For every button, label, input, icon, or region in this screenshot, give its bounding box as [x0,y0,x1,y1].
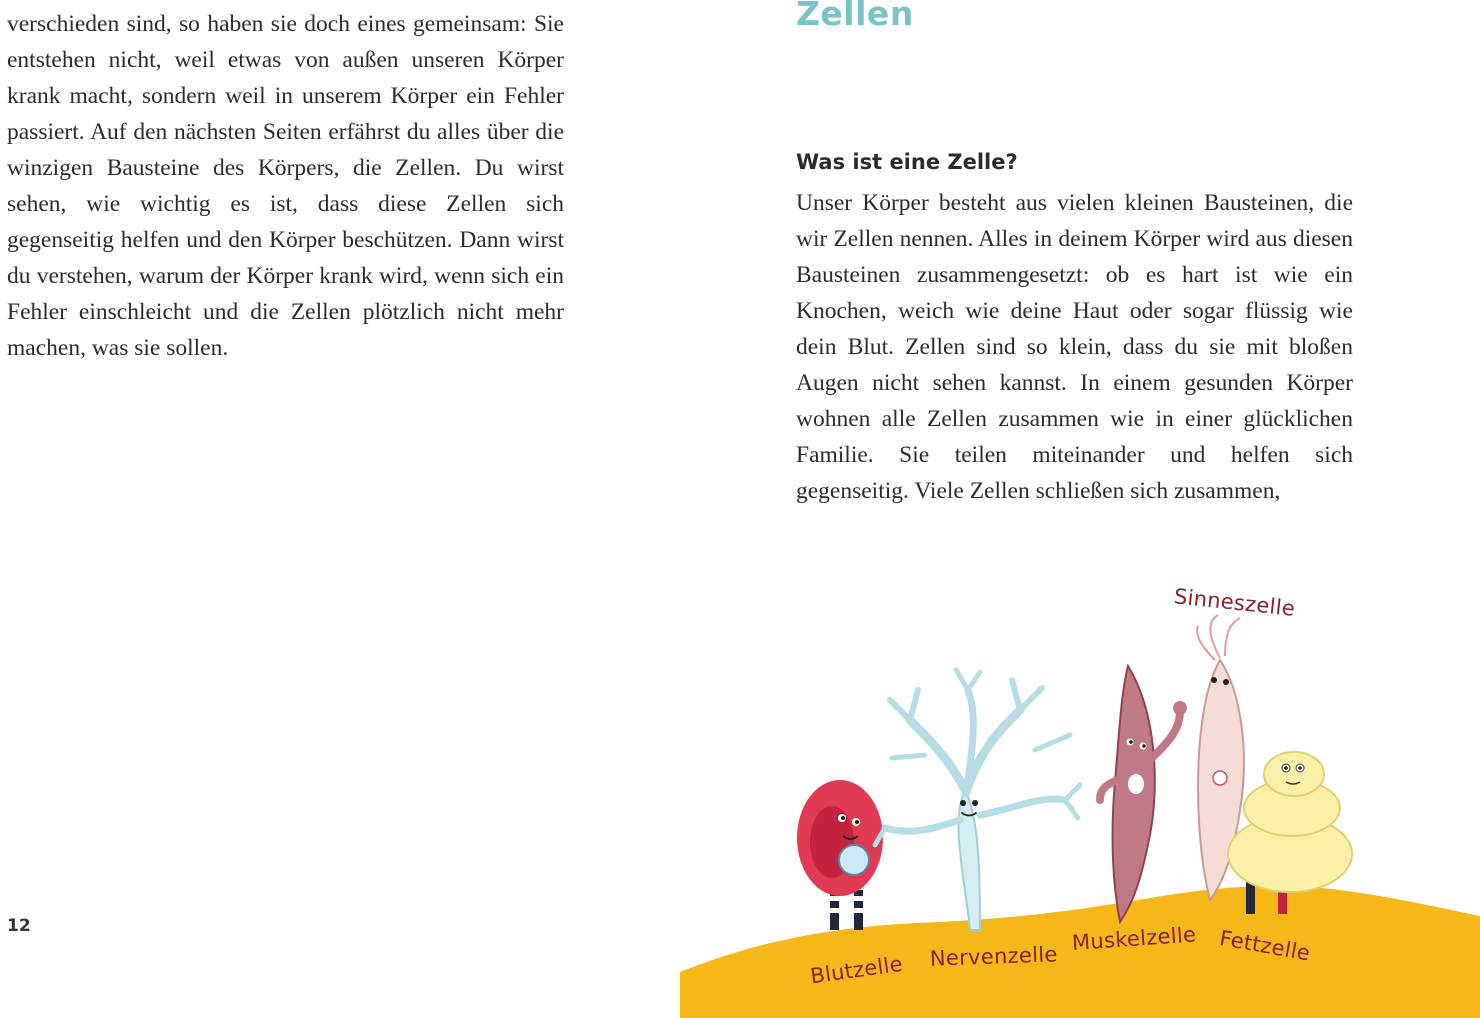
fat-cell-label: Fettzelle [1217,925,1313,966]
cells-illustration [680,560,1480,1018]
nerve-cell-label: Nervenzelle [929,942,1059,971]
nerve-cell-figure [875,670,1080,930]
chapter-title: Zellen [796,0,914,33]
blood-cell-figure [797,780,883,930]
left-page-paragraph: verschieden sind, so haben sie doch eines gemeinsam: Sie entstehen nicht, weil etwas von außen unseren Körper krank macht, sondern weil in unserem Körper ein Fehler passiert. Auf den nächsten Seiten erfährst du alles über die winzigen Bausteine des Körpers, die Zellen. Du wirst sehen, wie wichtig es ist, dass diese Zellen sich gegenseitig helfen und den Körper beschützen. Dann wirst du verstehen, warum der Körper krank wird, wenn sich ein Fehler einschleicht und die Zellen plötzlich nicht mehr machen, was sie sollen. [7,11,564,361]
sense-cell-label: Sinneszelle [1172,584,1297,621]
page-number: 12 [7,916,31,936]
right-page-paragraph: Unser Körper besteht aus vielen kleinen Bausteinen, die wir Zellen nennen. Alles in deinem Körper wird aus diesen Bausteinen zusammengesetzt: ob es hart ist wie ein Knochen, weich wie deine Haut oder sogar flüssig wie dein Blut. Zellen sind so klein, dass du sie mit bloßen Augen nicht sehen kannst. In einem gesunden Körper wohnen alle Zellen zusammen wie in einer glücklichen Familie. Sie teilen miteinander und helfen sich gegenseitig. Viele Zellen schließen sich zusammen, [796,190,1353,504]
muscle-cell-label: Muskelzelle [1071,922,1197,956]
section-heading: Was ist eine Zelle? [796,150,1018,174]
blood-cell-label: Blutzelle [808,951,905,989]
muscle-cell-figure [1100,666,1187,922]
